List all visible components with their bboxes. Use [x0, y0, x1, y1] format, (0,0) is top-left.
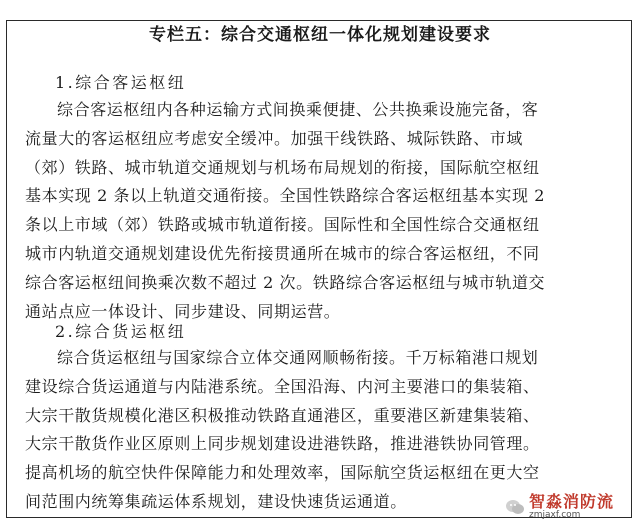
text-line: 通站点应一体设计、同步建设、同期运营。 — [25, 301, 341, 321]
text-line: 流量大的客运枢纽应考虑安全缓冲。加强干线铁路、城际铁路、市域 — [25, 128, 524, 148]
text-line: （郊）铁路、城市轨道交通规划与机场布局规划的衔接，国际航空枢纽 — [25, 157, 540, 177]
text-line: 条以上市域（郊）铁路或城市轨道衔接。国际性和全国性综合交通枢纽 — [25, 215, 540, 235]
section-heading-2: 2.综合货运枢纽 — [55, 322, 187, 341]
watermark-url: zmjaxf.com — [529, 510, 581, 520]
wechat-icon — [505, 497, 525, 517]
text-line: 大宗干散货规模化港区积极推动铁路直通港区，重要港区新建集装箱、 — [25, 405, 540, 425]
text-line: 城市内轨道交通规划建设优先衔接贯通所在城市的综合客运枢纽，不同 — [25, 243, 540, 263]
watermark-name: 智淼消防流 — [529, 492, 615, 511]
text-line: 综合客运枢纽间换乘次数不超过 2 次。铁路综合客运枢纽与城市轨道交 — [25, 272, 546, 292]
section-body-1 — [25, 96, 623, 326]
text-line: 大宗干散货作业区原则上同步规划建设进港铁路，推进港铁协同管理。 — [25, 434, 540, 454]
text-line: 提高机场的航空快件保障能力和处理效率，国际航空货运枢纽在更大空 — [25, 463, 540, 483]
section-body-2 — [25, 344, 623, 517]
text-line: 间范围内统筹集疏运体系规划，建设快速货运通道。 — [25, 491, 407, 511]
text-line: 综合货运枢纽与国家综合立体交通网顺畅衔接。千万标箱港口规划 — [57, 348, 539, 367]
text-line: 综合客运枢纽内各种运输方式间换乘便捷、公共换乘设施完备，客 — [57, 100, 539, 119]
section-heading-1: 1.综合客运枢纽 — [55, 73, 187, 92]
text-line: 建设综合货运通道与内陆港系统。全国沿海、内河主要港口的集装箱、 — [25, 376, 540, 396]
page-title: 专栏五：综合交通枢纽一体化规划建设要求 — [149, 25, 491, 45]
watermark-text — [529, 494, 614, 520]
watermark-logo — [505, 492, 614, 522]
text-line: 基本实现 2 条以上轨道交通衔接。全国性铁路综合客运枢纽基本实现 2 — [25, 186, 546, 206]
